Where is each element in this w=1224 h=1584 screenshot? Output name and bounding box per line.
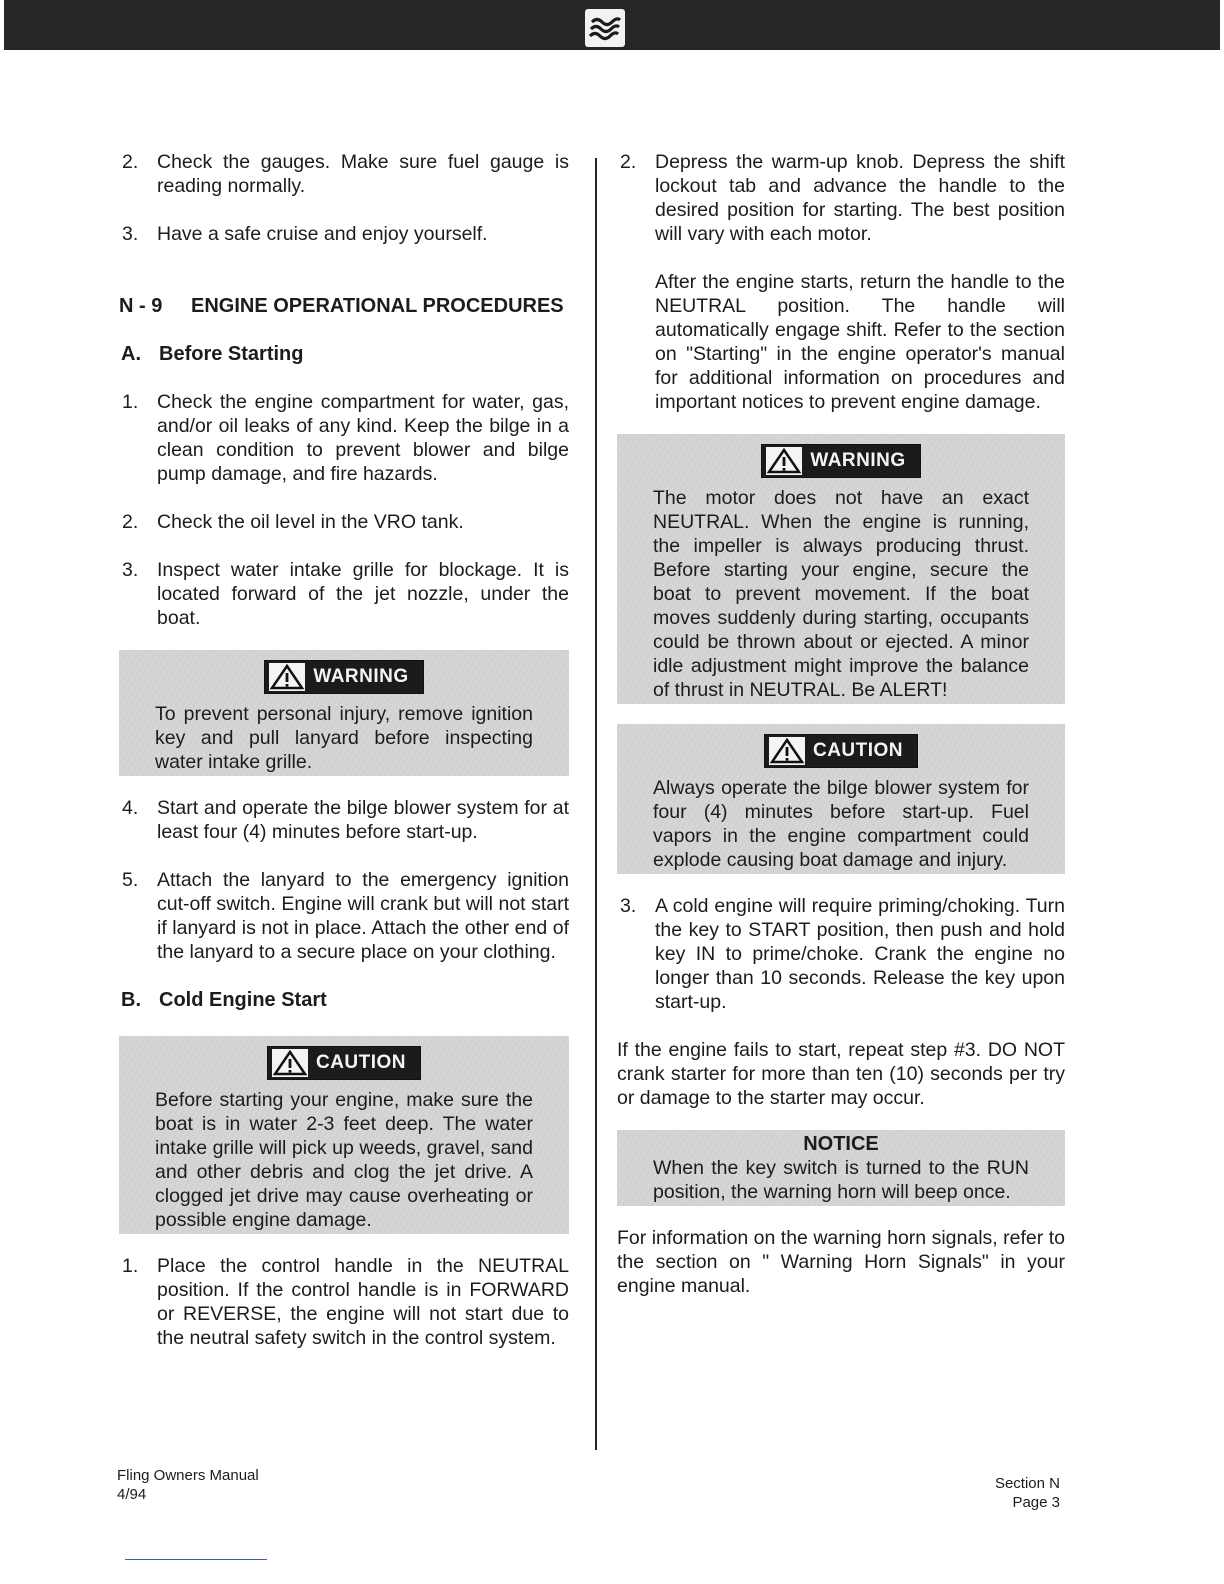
right-column [617, 150, 1065, 1298]
list-item: 3. Inspect water intake grille for blockage. It is located forward of the jet nozzle, under the boat. [122, 559, 569, 629]
section-label: Section N [994, 1475, 1060, 1492]
warning-box: WARNING To prevent personal injury, remove ignition key and pull lanyard before inspecting water intake grille. [119, 650, 569, 776]
waves-logo-icon [585, 9, 625, 47]
list-item: 4. Start and operate the bilge blower system for at least four (4) minutes before start-up. [122, 797, 569, 843]
list-item: 3. Have a safe cruise and enjoy yourself. [122, 223, 488, 245]
header-bar [4, 0, 1220, 50]
list-item: 2. Check the gauges. Make sure fuel gauge is reading normally. [122, 151, 569, 197]
warning-triangle-icon [769, 737, 805, 765]
list-item: 2. Check the oil level in the VRO tank. [122, 511, 464, 533]
warning-triangle-icon [766, 447, 802, 475]
paragraph: After the engine starts, return the handle to the NEUTRAL position. The handle will automatically engage shift. Refer to the section on "Starting" in the engine operator's manual for additional information on procedures and important notices to prevent engine damage. [655, 271, 1065, 413]
warning-box: WARNING The motor does not have an exact NEUTRAL. When the engine is running, the impeller is always producing thrust. Before starting your engine, secure the boat to prevent movement. If the boat moves suddenly during starting, occupants could be thrown about or ejected. A minor idle adjustment might improve the balance of thrust in NEUTRAL. Be ALERT! [617, 434, 1065, 704]
notice-box: NOTICE When the key switch is turned to the RUN position, the warning horn will beep once. [617, 1130, 1065, 1206]
column-divider [595, 158, 597, 1450]
footer-left [117, 1466, 259, 1504]
page-number: Page 3 [1012, 1494, 1060, 1511]
warning-triangle-icon [272, 1049, 308, 1077]
list-item: 2. Depress the warm-up knob. Depress the shift lockout tab and advance the handle to the desired position for starting. The best position will vary with each motor. [620, 151, 1065, 245]
caution-badge: CAUTION [267, 1046, 421, 1080]
paragraph: For information on the warning horn signals, refer to the section on " Warning Horn Signals" in your engine manual. [617, 1227, 1065, 1297]
paragraph: If the engine fails to start, repeat step #3. DO NOT crank starter for more than ten (10) seconds per try or damage to the starter may occur. [617, 1039, 1065, 1109]
footer-right [995, 1474, 1060, 1512]
caution-box: CAUTION Always operate the bilge blower system for four (4) minutes before start-up. Fuel vapors in the engine compartment could explode causing boat damage and injury. [617, 724, 1065, 874]
list-item: 1. Check the engine compartment for water, gas, and/or oil leaks of any kind. Keep the bilge in a clean condition to prevent blower and bilge pump damage, and fire hazards. [122, 391, 569, 485]
subheading-cold-engine-start: B. Cold Engine Start [121, 989, 327, 1011]
warning-badge: WARNING [761, 444, 920, 478]
caution-box: CAUTION Before starting your engine, make sure the boat is in water 2-3 feet deep. The water intake grille will pick up weeds, gravel, sand and other debris and clog the jet drive. A clogged jet drive may cause overheating or possible engine damage. [119, 1036, 569, 1234]
list-item: 1. Place the control handle in the NEUTRAL position. If the control handle is in FORWARD or REVERSE, the engine will not start due to the neutral safety switch in the control system. [122, 1255, 569, 1349]
caution-badge: CAUTION [764, 734, 918, 768]
section-heading: N - 9 ENGINE OPERATIONAL PROCEDURES [119, 295, 564, 317]
list-item: 3. A cold engine will require priming/choking. Turn the key to START position, then push and hold key IN to prime/choke. Crank the engine no longer than 10 seconds. Release the key upon start-up. [620, 895, 1065, 1013]
left-column [119, 150, 569, 1350]
bottom-rule [125, 1559, 267, 1560]
manual-date: 4/94 [117, 1486, 147, 1503]
warning-badge: WARNING [264, 660, 423, 694]
list-item: 5. Attach the lanyard to the emergency ignition cut-off switch. Engine will crank but will not start if lanyard is not in place. Attach the other end of the lanyard to a secure place on your clothing. [122, 869, 569, 963]
manual-title: Fling Owners Manual [117, 1467, 259, 1484]
subheading-before-starting: A. Before Starting [121, 343, 304, 365]
warning-triangle-icon [269, 663, 305, 691]
